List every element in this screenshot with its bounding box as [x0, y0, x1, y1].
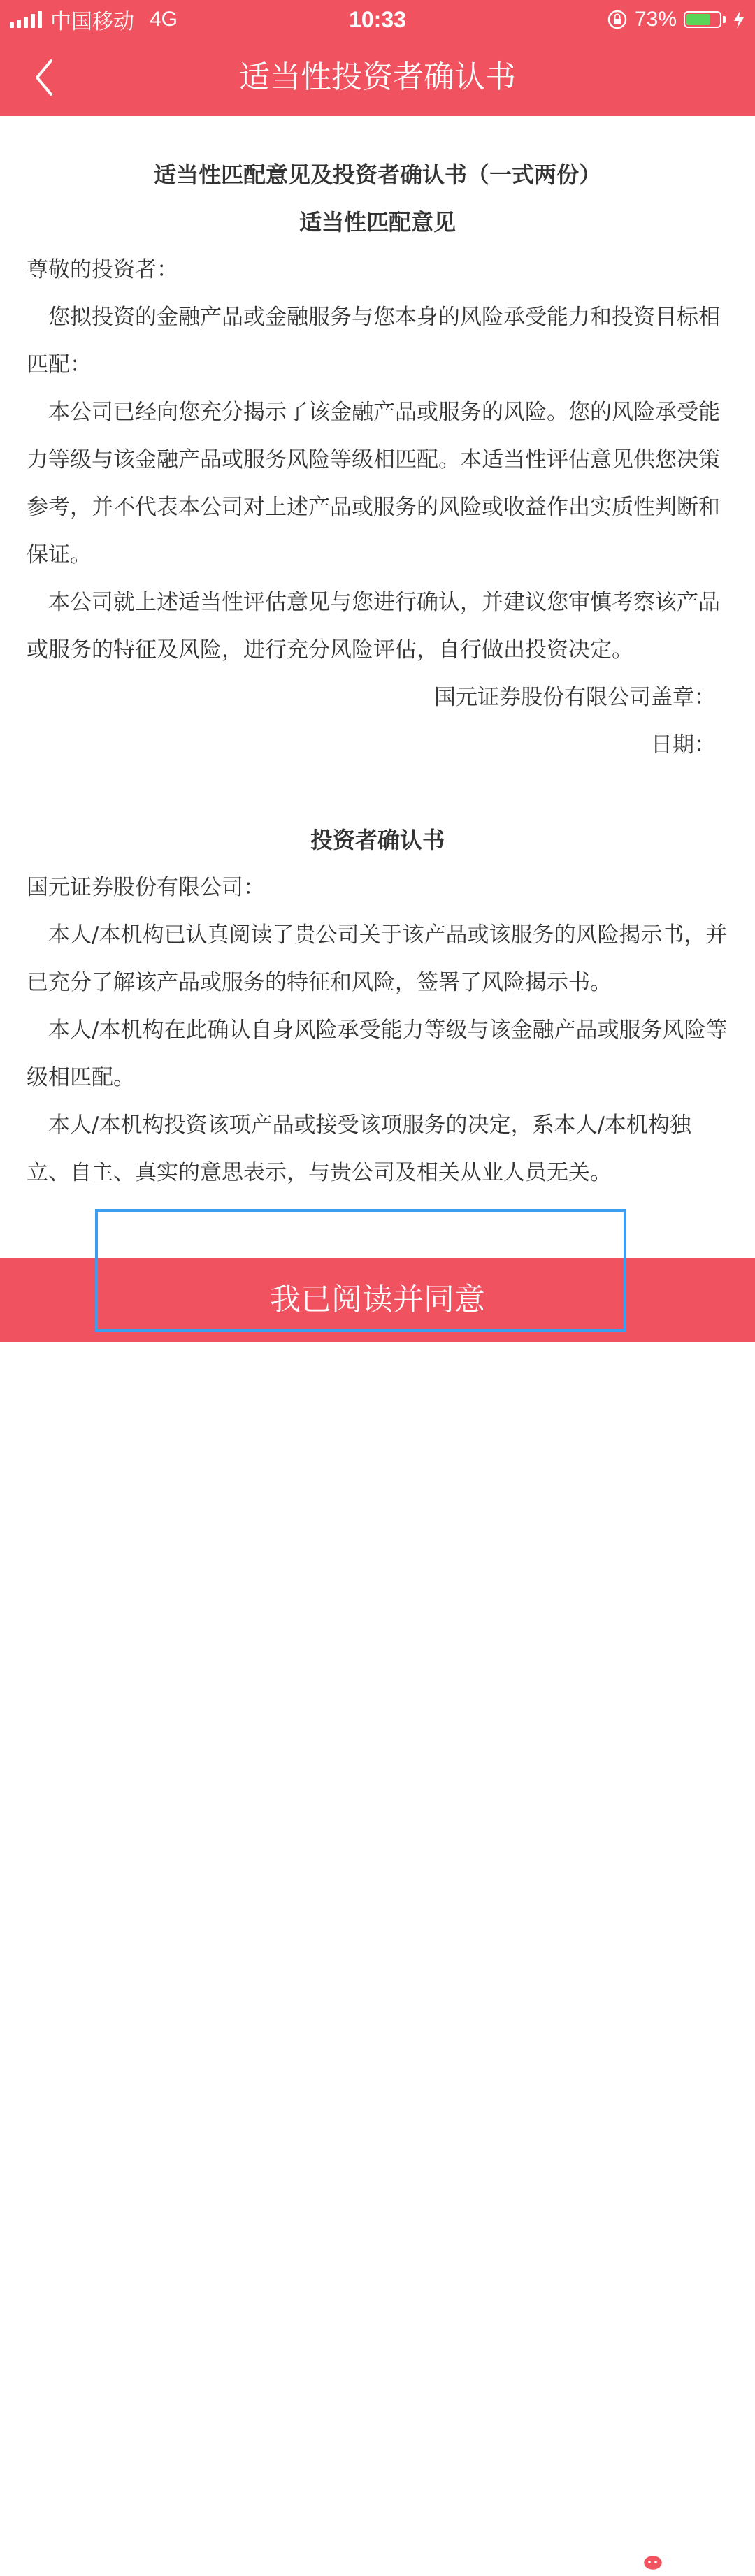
addressee: 国元证券股份有限公司： — [27, 875, 265, 900]
carrier-name: 中国移动 — [50, 10, 134, 34]
agree-button[interactable]: 我已阅读并同意 — [270, 1282, 485, 1317]
chevron-left-icon — [30, 57, 58, 99]
status-time: 10:33 — [349, 7, 406, 32]
back-button[interactable] — [20, 53, 69, 102]
section-title-confirmation: 投资者确认书 — [310, 827, 445, 853]
salutation: 尊敬的投资者： — [27, 257, 178, 282]
watermark-text: erlinly — [672, 2547, 727, 2570]
battery-percent: 73% — [634, 8, 677, 31]
battery-tip — [723, 16, 726, 23]
paragraph: 您拟投资的金融产品或金融服务与您本身的风险承受能力和投资目标相匹配： — [27, 305, 720, 377]
spacer — [27, 769, 728, 816]
status-bar — [0, 0, 755, 39]
document-body — [0, 116, 755, 1196]
document-title: 适当性匹配意见及投资者确认书（一式两份） — [153, 161, 601, 188]
date-line: 日期： — [651, 732, 716, 758]
paragraph: 本人/本机构投资该项产品或接受该项服务的决定，系本人/本机构独立、自主、真实的意思表示，与贵公司及相关从业人员无关。 — [27, 1113, 691, 1185]
paragraph: 本人/本机构在此确认自身风险承受能力等级与该金融产品或服务风险等级相匹配。 — [27, 1018, 728, 1090]
seal-line: 国元证券股份有限公司盖章： — [434, 685, 716, 710]
section-title-suitability: 适当性匹配意见 — [299, 209, 456, 236]
paragraph: 本公司就上述适当性评估意见与您进行确认，并建议您审慎考察该产品或服务的特征及风险，进行充分风险评估，自行做出投资决定。 — [27, 590, 720, 663]
document-scroll-area[interactable] — [0, 116, 755, 1258]
paragraph: 本人/本机构已认真阅读了贵公司关于该产品或该服务的风险揭示书，并已充分了解该产品或服务的特征和风险，签署了风险揭示书。 — [27, 922, 728, 995]
charging-icon — [733, 10, 745, 29]
paragraph: 本公司已经向您充分揭示了该金融产品或服务的风险。您的风险承受能力等级与该金融产品或服务风险等级相匹配。本适当性评估意见供您决策参考，并不代表本公司对上述产品或服务的风险或收益作出实质性判断和保证。 — [27, 400, 720, 567]
network-type: 4G — [150, 8, 178, 31]
bottom-bar — [0, 1258, 755, 2570]
status-right — [607, 6, 745, 34]
battery-icon — [684, 11, 721, 28]
orientation-lock-icon — [607, 9, 628, 30]
watermark — [629, 2541, 727, 2576]
nav-bar — [0, 39, 755, 116]
battery-level-fill — [686, 14, 710, 25]
page-title: 适当性投资者确认书 — [239, 59, 516, 95]
wechat-icon — [629, 2543, 666, 2574]
